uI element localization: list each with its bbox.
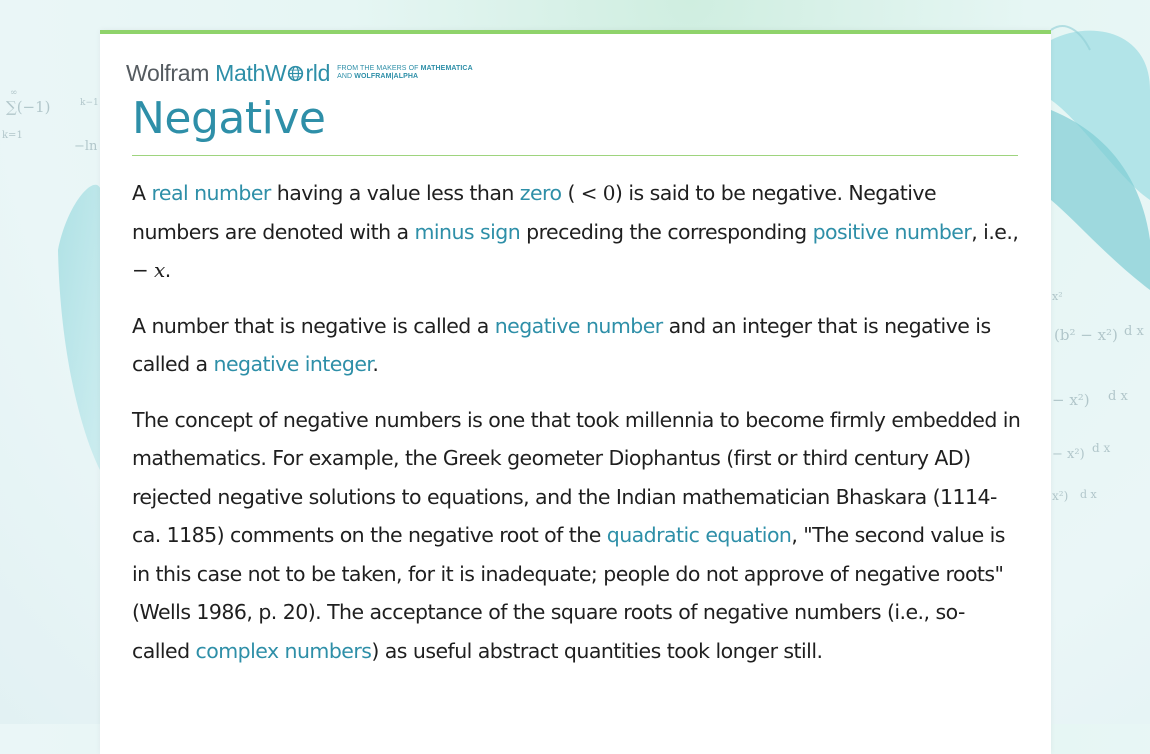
paragraph-2 — [132, 307, 1022, 384]
p1-text-3: ( — [561, 181, 575, 205]
p3-text-3: ) as useful abstract quantities took longer still. — [371, 638, 823, 663]
bg-formula-right-5: x²) — [1052, 489, 1069, 503]
bg-formula-ln: −ln — [74, 139, 98, 154]
article-body — [132, 174, 1022, 687]
bg-formula-dx-1: d x — [1124, 324, 1144, 339]
bg-formula-dx-4: d x — [1080, 488, 1097, 501]
logo-tagline — [337, 65, 473, 81]
bg-formula-right-4: − x²) — [1052, 447, 1085, 462]
bg-formula-lower: k=1 — [2, 130, 23, 141]
p1-text-4: ) is said to be negative. Negative numbers are denoted with a — [132, 181, 937, 244]
p1-text-6: , i.e., — [971, 219, 1019, 244]
logo-mathworld-part1: MathW — [215, 59, 287, 86]
bg-formula-right-3: − x²) — [1052, 391, 1090, 409]
p1-text-1: A — [132, 181, 152, 205]
math-less-than-zero: < 0 — [574, 181, 615, 205]
math-negative-x — [132, 258, 165, 282]
p3-text-2: , "The second value is in this case not to be taken, for it is inadequate; people do not approve of negative roots" (Wells 1986, p. 20). The acceptance of the square roots of negative numbers (i.e., so-called — [132, 523, 1005, 663]
paragraph-1 — [132, 174, 1022, 290]
page-title: Negative — [132, 93, 326, 144]
p1-text-5: preceding the corresponding — [520, 219, 813, 244]
bg-formula-right-1: (b² − x²) — [1054, 326, 1118, 344]
p2-text-1: A number that is negative is called a — [132, 313, 495, 338]
globe-icon — [287, 65, 304, 82]
bg-formula-dx-3: d x — [1092, 441, 1111, 455]
bg-formula-dx-2: d x — [1108, 389, 1128, 404]
logo-mathworld-part2: rld — [305, 59, 331, 86]
p2-text-3: . — [372, 352, 379, 376]
logo-mathworld-text — [215, 60, 330, 87]
bg-formula-inf: ∞ — [10, 88, 18, 98]
tagline-2-prefix: AND — [337, 73, 355, 80]
tagline-2-bold: WOLFRAM|ALPHA — [354, 73, 419, 80]
link-complex-numbers[interactable]: complex numbers — [195, 638, 372, 663]
bg-formula-right-2: x² — [1052, 290, 1063, 303]
link-negative-number[interactable]: negative number — [494, 313, 663, 338]
p1-text-2: having a value less than — [270, 181, 520, 205]
logo-wolfram-text: Wolfram — [126, 59, 210, 86]
bg-formula-sup: k−1 — [80, 98, 99, 108]
link-zero[interactable]: zero — [519, 181, 562, 205]
tagline-line-2 — [337, 73, 473, 81]
content-card — [100, 30, 1051, 754]
math-x: x — [154, 258, 165, 282]
mathworld-logo[interactable] — [126, 60, 473, 86]
p2-text-2: and an integer that is negative is called a — [132, 313, 991, 376]
math-minus: − — [132, 258, 155, 282]
tagline-line-1 — [337, 65, 473, 73]
paragraph-3 — [132, 401, 1022, 671]
title-divider — [132, 155, 1018, 156]
link-real-number[interactable]: real number — [151, 181, 271, 205]
bg-formula-sum: ∑(−1) — [6, 98, 51, 116]
p1-text-7: . — [164, 258, 171, 282]
link-quadratic-equation[interactable]: quadratic equation — [606, 523, 792, 547]
link-negative-integer[interactable]: negative integer — [213, 352, 373, 376]
link-minus-sign[interactable]: minus sign — [414, 219, 521, 244]
link-positive-number[interactable]: positive number — [812, 219, 972, 244]
p3-text-1: The concept of negative numbers is one that took millennia to become firmly embedded in mathematics. For example, the Greek geometer Diophantus (first or third century AD) rejected negative solutions to equations, and the Indian mathematician Bhaskara (1114-ca. 1185) comments on the negative root of the — [132, 407, 1021, 547]
tagline-1-prefix: FROM THE MAKERS OF — [337, 65, 421, 72]
tagline-1-bold: MATHEMATICA — [420, 65, 473, 72]
